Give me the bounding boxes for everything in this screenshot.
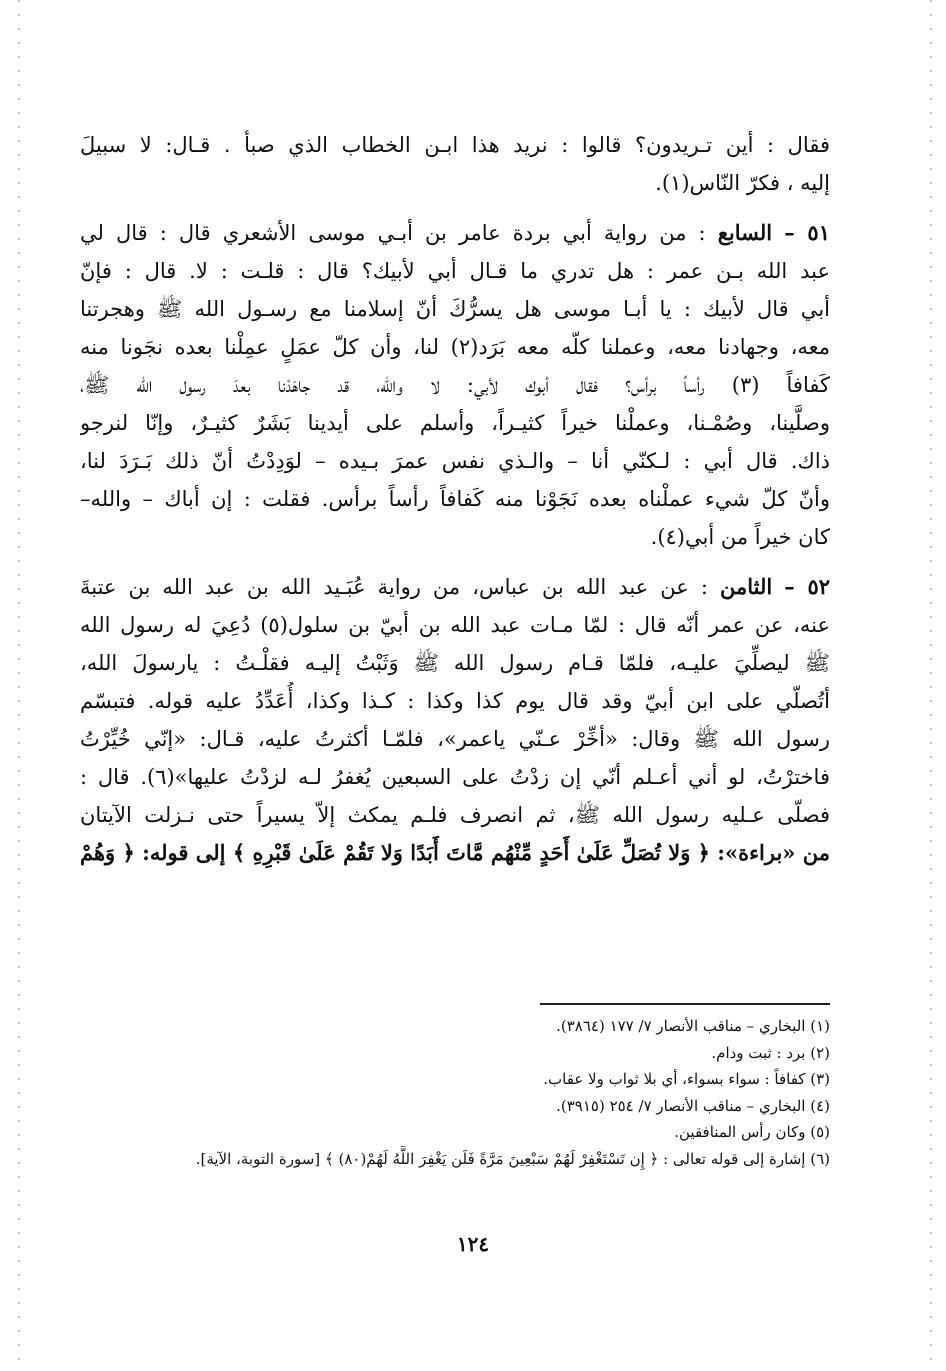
section-heading: الثامن [719,574,773,599]
footnote: (١) البخاري – مناقب الأنصار ٧/ ١٧٧ (٣٨٦٤). [556,1017,830,1035]
footnote: (٢) برد : ثبت ودام. [711,1043,830,1062]
text-segment: : عن عبد الله بن عباس، من رواية عُبَـيد الله بن عبد الله بن عتبةَ [80,575,708,599]
page-number: ١٢٤ [456,1232,490,1256]
text-line: فاخترْتُ، لو أني أعـلم أنّي إن زدْتُ على السبعين يُغفرُ لـه لزدْتُ عليها»(٦). قال : [80,765,830,789]
text-line: كَفافاً (٣) رأساً برأس؟ فقال أبوك لأبي: لا والله، قد جاهَدْنا بعدَ رسول الله ﷺ، [80,373,830,397]
section-heading: السابع [717,220,773,245]
item-number: ٥٢ – [784,574,830,599]
footnote: (٤) البخاري – مناقب الأنصار ٧/ ٢٥٤ (٣٩١٥). [556,1096,830,1115]
text-line: كان خيراً من أبي(٤). [650,525,830,549]
scan-edge-right [930,0,932,1371]
item-number: ٥١ – [784,220,830,245]
text-line [80,214,830,252]
text-line [80,568,830,606]
text-line: من «براءة»: ﴿ وَلا تُصَلِّ عَلَىٰ أَحَدٍ مِّنْهُم مَّاتَ أَبَدًا وَلا تَقُمْ عَلَىٰ قَبْرِهِ ﴾ إلى قوله: ﴿ وَهُمْ [80,840,830,865]
scan-edge-left [18,0,20,1371]
text-line: معه، وجهادنا معه، وعملنا كلّه معه بَرَد(٢) لنا، وأن كلّ عمَلٍ عمِلْنا بعده نجَونا منه [80,335,830,359]
paragraph-2 [80,214,830,556]
footnote: (٥) وكان رأس المنافقين. [674,1123,830,1141]
text-line: فقال : أين تـريدون؟ قالوا : نريد هذا ابـن الخطاب الذي صبأ . قـال: لا سبيلَ [80,133,830,157]
footnote-separator [540,1003,830,1005]
paragraph-1 [80,126,830,202]
text-line: أبي قال لأبيك : يا أبـا موسى هل يسرُّكَ أنّ إسلامنا مع رسـول الله ﷺ وهجرتنا [80,297,830,321]
text-line: ﷺ ليصلِّيَ عليـه، فلمّا قـام رسول الله ﷺ وَثَبْتُ إليـه فقلْـتُ : يارسولَ الله، [80,651,830,675]
footnote: (٦) إشارة إلى قوله تعالى : ﴿ إِن تَسْتَغْفِرْ لَهُمْ سَبْعِينَ مَرَّةً فَلَن يَغْفِرَ اللَّهُ لَهُمْ(٨٠) ﴾ [سورة التوبة، الآية]. [195,1149,830,1168]
text-line: أتُصلّي على ابن أبيّ وقد قال يوم كذا وكذا : كـذا وكذا، أُعَدِّدُ عليه قوله. فتبسّم [80,689,830,713]
text-line: رسول الله ﷺ وقال: «أخِّرْ عـنّي ياعمر»، فلمّـا أكثرتُ عليه، قـال: «إنّي خُيِّرْتُ [80,727,830,751]
text-line: عبد الله بـن عمر : هل تدري ما قـال أبي لأبيك؟ قال : قلـت : لا. قال : فإنّ [80,259,830,283]
main-text [80,126,830,872]
paragraph-3 [80,568,830,872]
text-line: فصلّى عـليه رسول الله ﷺ، ثم انصرف فلـم يمكث إلاّ يسيراً حتى نـزلت الآيتان [80,803,830,827]
text-line: ذاك. قال أبي : لـكنّي أنا – والـذي نفس عمرَ بـيده – لوَدِدْتُ أنّ ذلك بَـرَدَ لنا، [80,449,830,473]
footnote: (٣) كفافاً : سواء بسواء، أي بلا ثواب ولا عقاب. [543,1070,830,1088]
text-line: إليه ، فكرّ النّاس(١). [655,171,830,195]
footnotes [100,1013,830,1172]
text-line: وصلَّينا، وصُمْـنا، وعملْنا خيراً كثيـراً، وأسلم على أيدينا بَشَرٌ كثيـرٌ، وإنّا لنرجو [80,411,830,435]
text-segment: : من رواية أبي بردة عامر بن أبـي موسى الأشعري قال : قال لي [80,221,706,245]
text-line: عنه، عن عمر أنّه قال : لمّا مـات عبد الله بن أبيّ بن سلول(٥) دُعِيَ له رسول الله [80,613,830,637]
text-line: وأنّ كلّ شيء عملْناه بعده نَجَوْنا منه كَفافاً رأساً برأس. فقلت : إن أباك – والله– [80,487,830,511]
